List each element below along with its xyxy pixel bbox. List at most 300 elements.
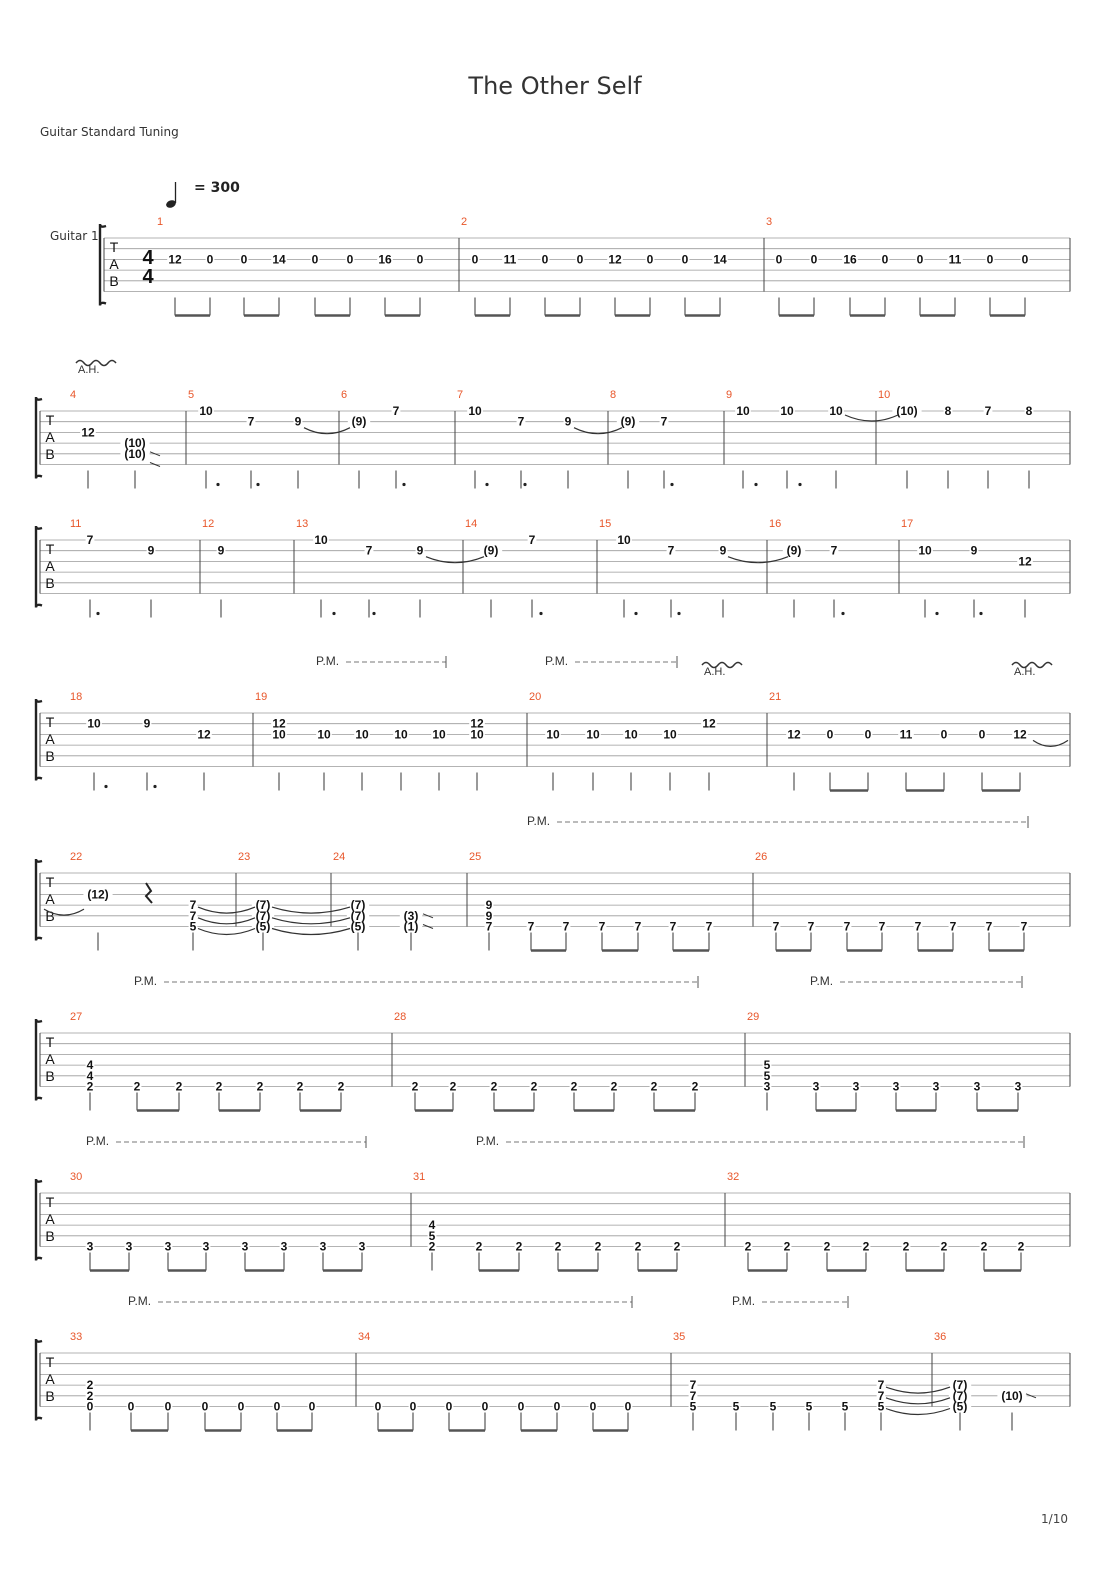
fret-number: 10 [432, 727, 446, 742]
staccato-dot [256, 483, 259, 486]
fret-number: 9 [719, 543, 727, 558]
fret-number: 0 [826, 727, 834, 742]
measure-number: 2 [461, 216, 468, 228]
fret-number: 3 [812, 1079, 820, 1094]
fret-number: 2 [610, 1079, 618, 1094]
palm-mute-label: P.M. [316, 654, 340, 668]
fret-number: 7 [189, 908, 197, 923]
page-title: The Other Self [468, 72, 642, 100]
tie [272, 918, 350, 924]
fret-number: 12 [197, 727, 211, 742]
fret-number: 5 [769, 1399, 777, 1414]
fret-number: (7) [350, 908, 366, 923]
fret-number: (7) [255, 908, 271, 923]
fret-number: (7) [350, 898, 366, 913]
fret-number: 0 [576, 252, 584, 267]
fret-number: 3 [358, 1239, 366, 1254]
fret-number: 10 [624, 727, 638, 742]
measure-number: 35 [673, 1331, 686, 1343]
tie [198, 907, 255, 913]
fret-number: (9) [620, 414, 636, 429]
fret-number: 10 [586, 727, 600, 742]
staccato-dot [754, 483, 757, 486]
fret-number: 7 [807, 919, 815, 934]
fret-number: 2 [490, 1079, 498, 1094]
system-bracket [36, 1339, 42, 1421]
fret-number: 7 [598, 919, 606, 934]
tab-clef-a: A [45, 558, 55, 574]
fret-number: 12 [787, 727, 801, 742]
fret-number: 10 [663, 727, 677, 742]
fret-number: 0 [445, 1399, 453, 1414]
fret-number: 7 [985, 919, 993, 934]
fret-number: 3 [973, 1079, 981, 1094]
fret-number: 0 [240, 252, 248, 267]
staccato-dot [670, 483, 673, 486]
fret-number: 10 [918, 543, 932, 558]
fret-number: 4 [86, 1058, 94, 1073]
instrument-label: Guitar 1 [50, 229, 99, 243]
fret-number: 5 [428, 1228, 436, 1243]
fret-number: 5 [689, 1399, 697, 1414]
fret-number: 4 [86, 1068, 94, 1083]
fret-number: 7 [189, 898, 197, 913]
measure-number: 33 [70, 1331, 83, 1343]
tie [845, 415, 898, 421]
fret-number: 0 [1021, 252, 1029, 267]
tab-system-7 [36, 1179, 1070, 1271]
fret-number: 2 [823, 1239, 831, 1254]
fret-number: 2 [86, 1388, 94, 1403]
fret-number: 7 [669, 919, 677, 934]
fret-number: 9 [147, 543, 155, 558]
fret-number: 11 [503, 252, 517, 267]
measure-number: 13 [296, 518, 309, 530]
system-bracket [36, 1019, 42, 1101]
measure-number: 7 [457, 389, 464, 401]
palm-mute-label: P.M. [527, 814, 551, 828]
fret-number: 0 [864, 727, 872, 742]
staccato-dot [96, 612, 99, 615]
fret-number: 3 [892, 1079, 900, 1094]
fret-number: 0 [541, 252, 549, 267]
fret-number: 2 [475, 1239, 483, 1254]
palm-mute-label: P.M. [732, 1294, 756, 1308]
tab-clef-t: T [45, 1194, 55, 1210]
fret-number: (12) [87, 887, 109, 902]
tie [1033, 740, 1068, 746]
measure-number: 26 [755, 851, 768, 863]
staccato-dot [104, 785, 107, 788]
fret-number: 7 [667, 543, 675, 558]
fret-number: 0 [589, 1399, 597, 1414]
tab-clef-t: T [109, 239, 119, 255]
measure-number: 16 [769, 518, 782, 530]
tab-clef-b: B [109, 273, 119, 289]
staccato-dot [402, 483, 405, 486]
tab-clef-b: B [45, 1068, 55, 1084]
fret-number: 7 [247, 414, 255, 429]
harmonic-label: A.H. [704, 666, 726, 678]
fret-number: 9 [294, 414, 302, 429]
fret-number: 7 [830, 543, 838, 558]
fret-number: 0 [86, 1399, 94, 1414]
tab-clef-b: B [45, 1228, 55, 1244]
fret-number: 2 [86, 1378, 94, 1393]
fret-number: 10 [87, 716, 101, 731]
fret-number: 3 [319, 1239, 327, 1254]
fret-number: 3 [763, 1079, 771, 1094]
palm-mute-label: P.M. [134, 974, 158, 988]
tab-system-4 [36, 699, 1070, 791]
fret-number: 2 [594, 1239, 602, 1254]
fret-number: (3) [403, 908, 419, 923]
fret-number: 7 [392, 404, 400, 418]
fret-number: 12 [470, 716, 484, 731]
fret-number: 7 [660, 414, 668, 429]
fret-number: 3 [241, 1239, 249, 1254]
palm-mute-label: P.M. [476, 1134, 500, 1148]
system-bracket [100, 224, 106, 306]
staccato-dot [485, 483, 488, 486]
fret-number: (10) [896, 404, 918, 418]
fret-number: 7 [528, 533, 536, 547]
fret-number: 7 [877, 1378, 885, 1393]
tab-clef-b: B [45, 748, 55, 764]
fret-number: 0 [986, 252, 994, 267]
harmonic-label: A.H. [1014, 666, 1036, 678]
measure-number: 15 [599, 518, 612, 530]
fret-number: 0 [237, 1399, 245, 1414]
fret-number: 0 [775, 252, 783, 267]
fret-number: 12 [81, 425, 95, 440]
fret-number: 7 [843, 919, 851, 934]
fret-number: 9 [143, 716, 151, 731]
fret-number: 12 [608, 252, 622, 267]
measure-number: 36 [934, 1331, 947, 1343]
palm-mute-label: P.M. [128, 1294, 152, 1308]
fret-number: 10 [468, 404, 482, 418]
fret-number: 0 [311, 252, 319, 267]
measure-number: 11 [70, 518, 82, 530]
staccato-dot [539, 612, 542, 615]
fret-number: 9 [485, 908, 493, 923]
fret-number: (9) [483, 543, 499, 558]
fret-number: 0 [810, 252, 818, 267]
fret-number: 2 [940, 1239, 948, 1254]
palm-mute-label: P.M. [810, 974, 834, 988]
fret-number: 5 [877, 1399, 885, 1414]
fret-number: 0 [881, 252, 889, 267]
fret-number: (5) [350, 919, 366, 934]
fret-number: 7 [517, 414, 525, 429]
measure-number: 20 [529, 691, 542, 703]
fret-number: 2 [337, 1079, 345, 1094]
staccato-dot [935, 612, 938, 615]
tie [574, 428, 622, 434]
fret-number: 2 [1017, 1239, 1025, 1254]
fret-number: 9 [485, 898, 493, 913]
palm-mute-label: P.M. [86, 1134, 110, 1148]
tab-clef-b: B [45, 908, 55, 924]
fret-number: 10 [617, 533, 631, 547]
tempo-marking: = 300 [194, 180, 240, 196]
fret-number: 0 [273, 1399, 281, 1414]
fret-number: 7 [878, 919, 886, 934]
fret-number: (5) [255, 919, 271, 934]
fret-number: 0 [471, 252, 479, 267]
fret-number: 7 [689, 1378, 697, 1393]
fret-number: 4 [428, 1218, 436, 1233]
measure-number: 28 [394, 1011, 407, 1023]
fret-number: 0 [416, 252, 424, 267]
measure-number: 14 [465, 518, 478, 530]
fret-number: (9) [351, 414, 367, 429]
fret-number: 2 [570, 1079, 578, 1094]
fret-number: 5 [841, 1399, 849, 1414]
fret-number: 10 [317, 727, 331, 742]
tie [198, 929, 255, 935]
fret-number: 0 [646, 252, 654, 267]
fret-number: 16 [843, 252, 857, 267]
fret-number: 2 [449, 1079, 457, 1094]
fret-number: 12 [1013, 727, 1027, 742]
fret-number: 7 [527, 919, 535, 934]
fret-number: 7 [1020, 919, 1028, 934]
fret-number: 11 [899, 727, 913, 742]
palm-mute-label: P.M. [545, 654, 569, 668]
measure-number: 30 [70, 1171, 83, 1183]
fret-number: 0 [624, 1399, 632, 1414]
tie [272, 907, 350, 913]
measure-number: 9 [726, 389, 733, 401]
staccato-dot [216, 483, 219, 486]
fret-number: 0 [481, 1399, 489, 1414]
fret-number: 0 [346, 252, 354, 267]
fret-number: 3 [202, 1239, 210, 1254]
fret-number: 2 [783, 1239, 791, 1254]
fret-number: 14 [713, 252, 727, 267]
fret-number: 0 [681, 252, 689, 267]
fret-number: 2 [980, 1239, 988, 1254]
system-bracket [36, 699, 42, 781]
fret-number: 2 [411, 1079, 419, 1094]
fret-number: 10 [736, 404, 750, 418]
fret-number: (7) [952, 1378, 968, 1393]
measure-number: 29 [747, 1011, 760, 1023]
fret-number: (10) [1001, 1388, 1023, 1403]
fret-number: 11 [948, 252, 962, 267]
tab-clef-t: T [45, 541, 55, 557]
fret-number: 5 [763, 1068, 771, 1083]
tie [886, 1398, 950, 1404]
staccato-dot [677, 612, 680, 615]
tab-clef-t: T [45, 1354, 55, 1370]
fret-number: 0 [201, 1399, 209, 1414]
tie [272, 929, 350, 935]
fret-number: 2 [256, 1079, 264, 1094]
fret-number: 0 [164, 1399, 172, 1414]
fret-number: 7 [984, 404, 992, 418]
staccato-dot [372, 612, 375, 615]
fret-number: 12 [168, 252, 182, 267]
fret-number: (10) [124, 446, 146, 461]
measure-number: 4 [70, 389, 77, 401]
tie [886, 1409, 950, 1415]
tab-clef-t: T [45, 1034, 55, 1050]
fret-number: 10 [546, 727, 560, 742]
fret-number: 0 [308, 1399, 316, 1414]
tab-clef-a: A [45, 1371, 55, 1387]
fret-number: 5 [763, 1058, 771, 1073]
fret-number: 2 [133, 1079, 141, 1094]
fret-number: 2 [691, 1079, 699, 1094]
tab-clef-a: A [45, 1211, 55, 1227]
fret-number: 0 [206, 252, 214, 267]
fret-number: 5 [805, 1399, 813, 1414]
system-bracket [36, 1179, 42, 1261]
tie [304, 428, 350, 434]
fret-number: 2 [554, 1239, 562, 1254]
tab-clef-b: B [45, 446, 55, 462]
tab-system-3 [36, 526, 1070, 618]
tab-clef-b: B [45, 1388, 55, 1404]
fret-number: 3 [125, 1239, 133, 1254]
measure-number: 24 [333, 851, 346, 863]
fret-number: 7 [485, 919, 493, 934]
measure-number: 32 [727, 1171, 740, 1183]
tab-clef-a: A [45, 429, 55, 445]
measure-number: 1 [157, 216, 164, 228]
fret-number: 10 [470, 727, 484, 742]
time-signature-numerator: 4 [142, 247, 154, 269]
fret-number: 3 [164, 1239, 172, 1254]
fret-number: 12 [272, 716, 286, 731]
fret-number: 10 [272, 727, 286, 742]
tab-clef-a: A [45, 731, 55, 747]
measure-number: 23 [238, 851, 251, 863]
fret-number: 10 [199, 404, 213, 418]
fret-number: 2 [862, 1239, 870, 1254]
fret-number: 2 [215, 1079, 223, 1094]
fret-number: 3 [280, 1239, 288, 1254]
measure-number: 5 [188, 389, 195, 401]
fret-number: 7 [705, 919, 713, 934]
fret-number: (9) [786, 543, 802, 558]
fret-number: 0 [916, 252, 924, 267]
fret-number: 0 [517, 1399, 525, 1414]
tuning-label: Guitar Standard Tuning [40, 125, 179, 139]
measure-number: 18 [70, 691, 83, 703]
fret-number: 8 [1025, 404, 1033, 418]
fret-number: 10 [780, 404, 794, 418]
fret-number: 10 [394, 727, 408, 742]
fret-number: (10) [124, 436, 146, 451]
measure-number: 6 [341, 389, 348, 401]
staccato-dot [523, 483, 526, 486]
tab-system-1 [100, 224, 1070, 316]
fret-number: 7 [877, 1388, 885, 1403]
fret-number: 14 [272, 252, 286, 267]
fret-number: 7 [86, 533, 94, 547]
fret-number: 7 [562, 919, 570, 934]
fret-number: 9 [970, 543, 978, 558]
tab-clef-t: T [45, 874, 55, 890]
fret-number: 2 [296, 1079, 304, 1094]
tie [886, 1387, 950, 1393]
fret-number: 10 [829, 404, 843, 418]
measure-number: 10 [878, 389, 891, 401]
fret-number: 0 [940, 727, 948, 742]
fret-number: 7 [914, 919, 922, 934]
fret-number: 2 [650, 1079, 658, 1094]
fret-number: 2 [673, 1239, 681, 1254]
system-bracket [36, 859, 42, 941]
fret-number: (7) [952, 1388, 968, 1403]
tab-clef-b: B [45, 575, 55, 591]
fret-number: 8 [944, 404, 952, 418]
fret-number: 7 [689, 1388, 697, 1403]
measure-number: 22 [70, 851, 83, 863]
fret-number: 3 [932, 1079, 940, 1094]
measure-number: 3 [766, 216, 773, 228]
fret-number: 3 [852, 1079, 860, 1094]
harmonic-label: A.H. [78, 364, 100, 376]
fret-number: 2 [634, 1239, 642, 1254]
staccato-dot [979, 612, 982, 615]
fret-number: 2 [902, 1239, 910, 1254]
fret-number: 10 [355, 727, 369, 742]
fret-number: 10 [314, 533, 328, 547]
fret-number: 12 [702, 716, 716, 731]
measure-number: 34 [358, 1331, 371, 1343]
fret-number: 7 [365, 543, 373, 558]
time-signature-denominator: 4 [142, 266, 154, 288]
fret-number: 5 [189, 919, 197, 934]
staccato-dot [634, 612, 637, 615]
fret-number: 7 [634, 919, 642, 934]
fret-number: 0 [374, 1399, 382, 1414]
fret-number: 2 [86, 1079, 94, 1094]
fret-number: 2 [428, 1239, 436, 1254]
fret-number: 12 [1018, 554, 1032, 569]
fret-number: 0 [127, 1399, 135, 1414]
measure-number: 17 [901, 518, 914, 530]
fret-number: 0 [553, 1399, 561, 1414]
fret-number: (7) [255, 898, 271, 913]
staccato-dot [798, 483, 801, 486]
tab-clef-t: T [45, 412, 55, 428]
measure-number: 12 [202, 518, 215, 530]
fret-number: 2 [515, 1239, 523, 1254]
tab-system-8 [36, 1339, 1070, 1431]
fret-number: 16 [378, 252, 392, 267]
fret-number: (1) [403, 919, 419, 934]
tab-system-6 [36, 1019, 1070, 1111]
fret-number: (5) [952, 1399, 968, 1414]
measure-number: 31 [413, 1171, 426, 1183]
fret-number: 9 [416, 543, 424, 558]
fret-number: 2 [175, 1079, 183, 1094]
page-number: 1/10 [1041, 1512, 1068, 1526]
tie [198, 918, 255, 924]
quarter-rest [146, 883, 152, 903]
fret-number: 0 [409, 1399, 417, 1414]
fret-number: 7 [949, 919, 957, 934]
fret-number: 2 [530, 1079, 538, 1094]
tab-clef-t: T [45, 714, 55, 730]
fret-number: 2 [744, 1239, 752, 1254]
